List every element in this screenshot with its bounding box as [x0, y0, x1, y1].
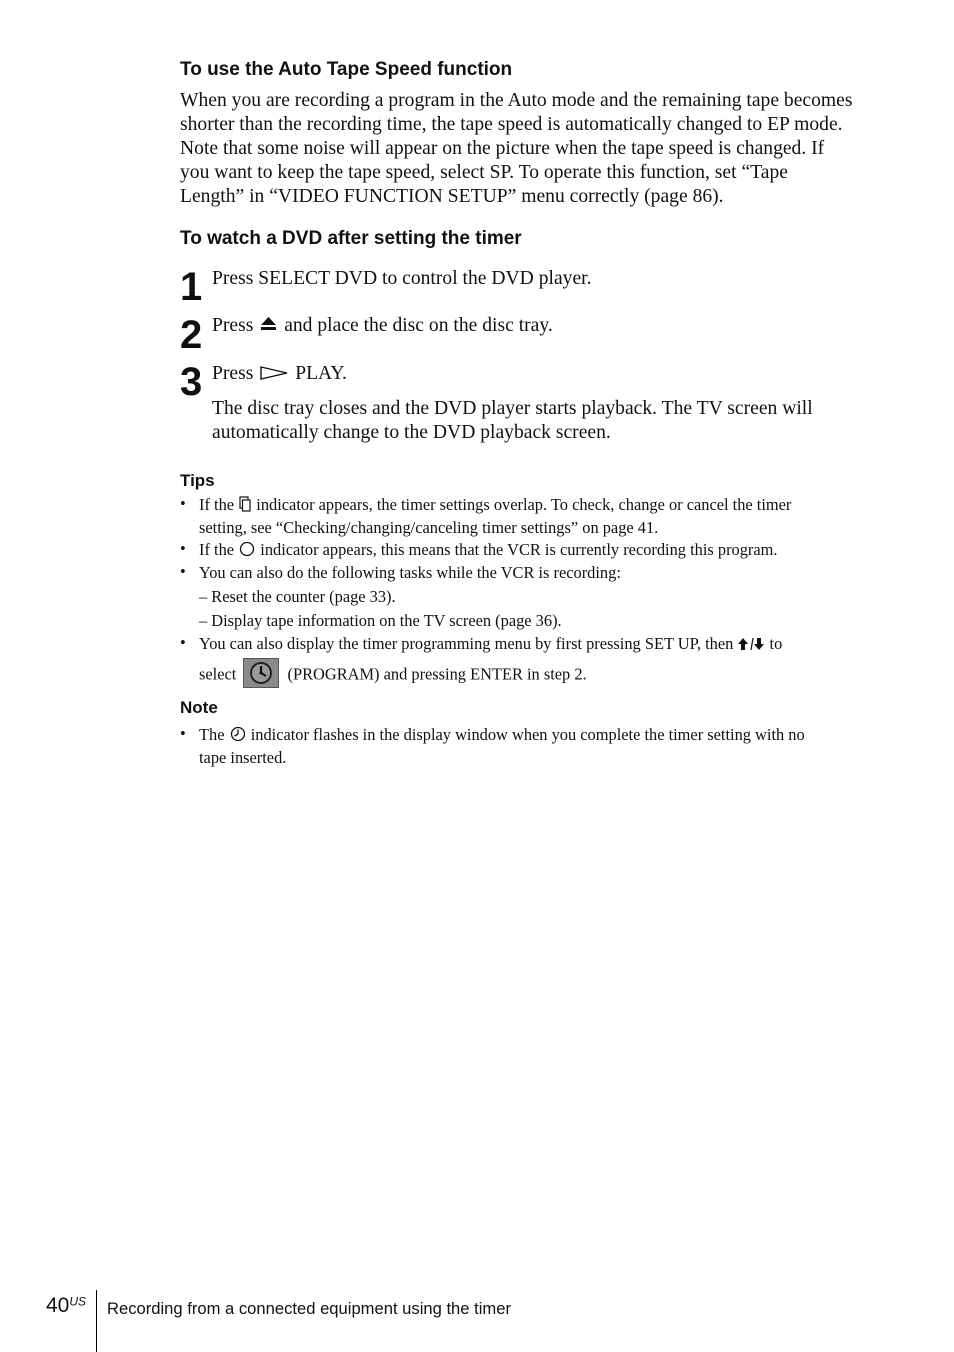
- section-heading-auto-tape-speed: To use the Auto Tape Speed function: [180, 59, 513, 80]
- recording-indicator-icon: [239, 541, 255, 562]
- tip-text-post: indicator appears, the timer settings overlap. To check, change or cancel the timer: [256, 495, 792, 514]
- step-number-2: 2: [180, 313, 203, 357]
- footer-divider: [96, 1290, 97, 1352]
- tip-text-post: indicator appears, this means that the VCR is currently recording this program.: [260, 540, 778, 559]
- step-number-3: 3: [180, 360, 203, 404]
- auto-tape-speed-paragraph: [180, 89, 880, 209]
- note-line: [199, 724, 805, 747]
- step-text-3: [212, 362, 347, 387]
- paragraph-line: When you are recording a program in the Auto mode and the remaining tape becomes: [180, 90, 853, 111]
- note-bullet: •: [180, 724, 186, 743]
- play-icon: [260, 363, 288, 387]
- note-text-post: indicator flashes in the display window when you complete the timer setting with no: [250, 725, 805, 744]
- step-text-pre: Press: [212, 363, 254, 384]
- tip-item-1: [199, 494, 791, 538]
- tip-line: setting, see “Checking/changing/canceling timer settings” on page 41.: [199, 517, 659, 537]
- step-text-post: and place the disc on the disc tray.: [284, 315, 553, 336]
- section-heading-watch-dvd: To watch a DVD after setting the timer: [180, 228, 522, 249]
- note-text-pre: The: [199, 725, 225, 744]
- step-3-detail: [212, 397, 892, 445]
- tip-bullet: •: [180, 539, 186, 558]
- detail-line: The disc tray closes and the DVD player starts playback. The TV screen will: [212, 398, 813, 419]
- tip-item-2: [199, 539, 778, 562]
- tip-text-pre: If the: [199, 540, 235, 559]
- tip-text-pre: You can also display the timer programming menu by first pressing SET UP, then: [199, 634, 734, 653]
- step-text-1: Press SELECT DVD to control the DVD player.: [212, 268, 592, 289]
- page-number-value: 40: [46, 1294, 70, 1317]
- step-text-post: PLAY.: [295, 363, 347, 384]
- tip-bullet: •: [180, 633, 186, 652]
- tips-heading: Tips: [180, 471, 215, 490]
- step-text-pre: Press: [212, 315, 254, 336]
- tip-line: [199, 633, 782, 656]
- program-menu-icon: [243, 658, 279, 693]
- page-number-suffix: US: [69, 1294, 87, 1309]
- tip-subitem: – Display tape information on the TV screen (page 36).: [199, 611, 562, 630]
- tip-bullet: •: [180, 562, 186, 581]
- timer-clock-icon: [230, 726, 246, 747]
- note-heading: Note: [180, 698, 218, 717]
- page-number: [46, 1294, 86, 1318]
- paragraph-line: shorter than the recording time, the tape speed is automatically changed to EP mode.: [180, 114, 843, 135]
- tip-subitem: – Reset the counter (page 33).: [199, 587, 396, 606]
- step-number-1: 1: [180, 265, 203, 309]
- tip-bullet: •: [180, 494, 186, 513]
- tip-text-pre: select: [199, 664, 237, 683]
- detail-line: automatically change to the DVD playback screen.: [212, 422, 611, 443]
- up-down-arrows-icon: [738, 635, 764, 656]
- tip-item-4: [199, 633, 782, 693]
- tip-line: [199, 658, 782, 693]
- paragraph-line: Note that some noise will appear on the picture when the tape speed is changed. If: [180, 138, 825, 159]
- step-text-2: [212, 314, 553, 339]
- footer-chapter-title: Recording from a connected equipment using the timer: [107, 1299, 512, 1318]
- note-line: tape inserted.: [199, 747, 287, 767]
- eject-icon: [260, 315, 277, 339]
- overlap-indicator-icon: [239, 496, 251, 517]
- tip-text-pre: If the: [199, 495, 235, 514]
- note-item: [199, 724, 805, 768]
- tip-text-post: to: [769, 634, 783, 653]
- tip-text-post: (PROGRAM) and pressing ENTER in step 2.: [287, 664, 587, 683]
- paragraph-line: Length” in “VIDEO FUNCTION SETUP” menu correctly (page 86).: [180, 186, 724, 207]
- tip-item-3: [199, 562, 621, 631]
- tip-line: [199, 494, 791, 517]
- paragraph-line: you want to keep the tape speed, select SP. To operate this function, set “Tape: [180, 162, 788, 183]
- tip-line: You can also do the following tasks while the VCR is recording:: [199, 563, 621, 582]
